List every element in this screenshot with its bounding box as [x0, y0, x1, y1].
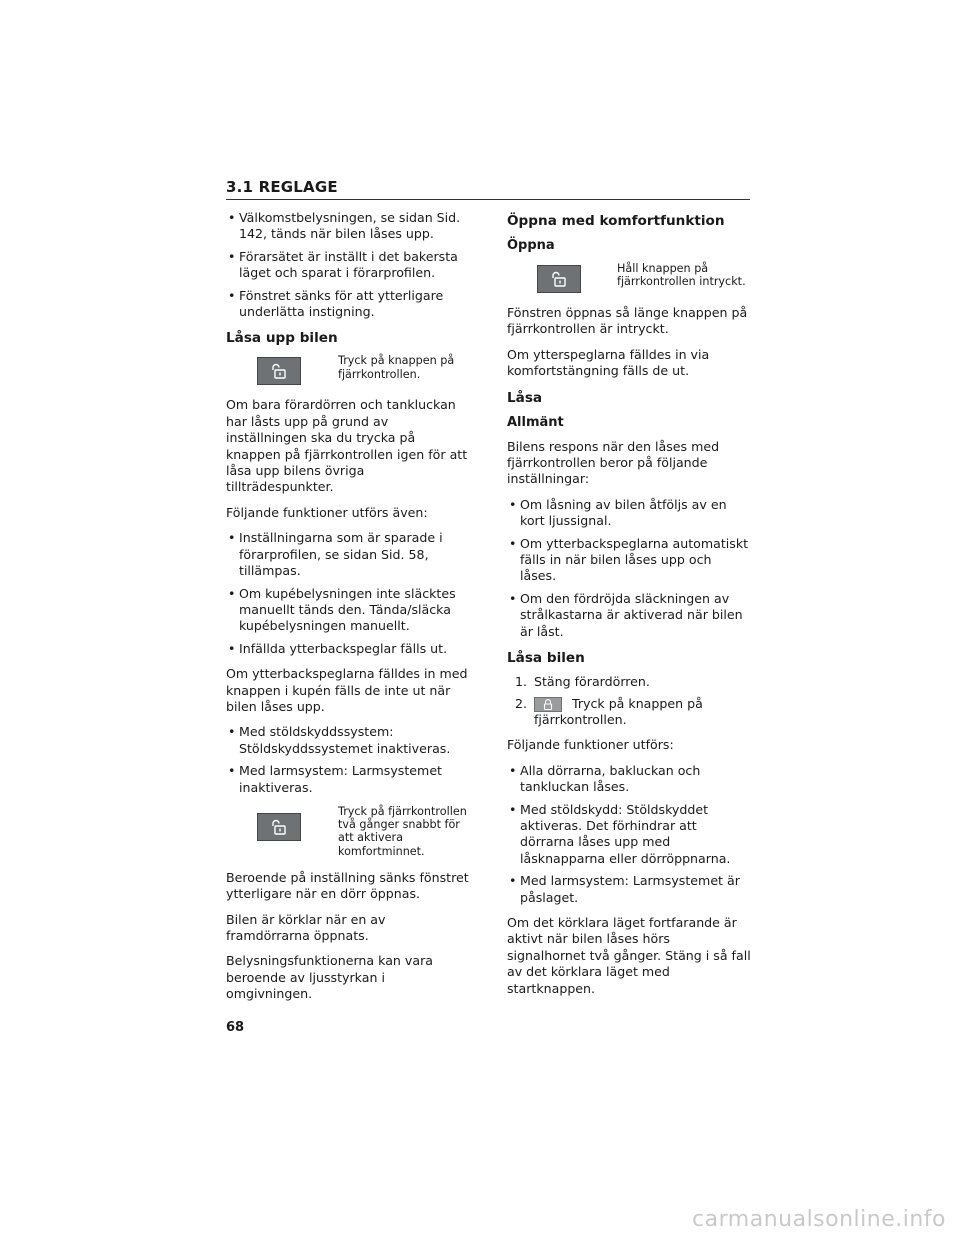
list-item: • Med larmsystem: Larmsystemet är påslaget.	[507, 873, 751, 906]
unlock-icon	[537, 265, 581, 293]
list-item: • Om den fördröjda släckningen av strålkastarna är aktiverad när bilen är låst.	[507, 591, 751, 640]
step-item	[507, 674, 751, 690]
list-item: • Välkomstbelysningen, se sidan Sid. 142, tänds när bilen låses upp.	[226, 210, 470, 243]
security-bullet-list	[226, 724, 470, 796]
unlock-instruction	[226, 354, 470, 385]
paragraph: Följande funktioner utförs även:	[226, 504, 428, 520]
list-item: • Alla dörrarna, bakluckan och tankluckan låses.	[507, 763, 751, 796]
general-heading: Allmänt	[507, 414, 564, 430]
functions-bullet-list	[226, 530, 470, 657]
page-number: 68	[226, 1020, 245, 1035]
step-number: 1.	[515, 674, 528, 690]
list-item: • Förarsätet är inställt i det bakersta läget och sparat i förarprofilen.	[226, 249, 470, 282]
lock-steps	[507, 674, 751, 728]
lock-car-heading: Låsa bilen	[507, 650, 585, 667]
paragraph: Om bara förardörren och tankluckan har låsts upp på grund av inställningen ska du trycka på knappen på fjärrkontrollen igen för att låsa upp bilens övriga tillträdespunkter.	[226, 397, 468, 495]
watermark: carmanualsonline.info	[692, 1207, 946, 1232]
paragraph: Om ytterbackspeglarna fälldes in med knappen i kupén fälls de inte ut när bilen låses upp.	[226, 666, 468, 714]
right-column	[507, 210, 751, 1006]
list-item: • Inställningarna som är sparade i förarprofilen, se sidan Sid. 58, tillämpas.	[226, 530, 470, 579]
list-item: • Om kupébelysningen inte släcktes manuellt tänds den. Tända/släcka kupébelysningen manuellt.	[226, 586, 470, 635]
paragraph: Om det körklara läget fortfarande är aktivt när bilen låses hörs signalhornet två gånger. Stäng i så fall av det körklara läget med startknappen.	[507, 914, 751, 996]
list-item: • Fönstret sänks för att ytterligare underlätta instigning.	[226, 288, 470, 321]
double-press-instruction	[226, 805, 470, 858]
unlock-heading: Låsa upp bilen	[226, 330, 338, 347]
step-number: 2.	[515, 695, 528, 711]
lock-heading: Låsa	[507, 389, 543, 406]
intro-bullet-list	[226, 210, 470, 320]
paragraph: Följande funktioner utförs:	[507, 737, 674, 753]
step-text: Tryck på knappen på fjärrkontrollen.	[534, 695, 703, 727]
hold-instruction	[507, 262, 751, 293]
step-text: Stäng förardörren.	[534, 674, 650, 690]
list-item: • Om ytterbackspeglarna automatiskt fälls in när bilen låses upp och låses.	[507, 536, 751, 585]
paragraph: Bilens respons när den låses med fjärrkontrollen beror på följande inställningar:	[507, 438, 720, 487]
list-item: • Med stöldskydd: Stöldskyddet aktiveras. Det förhindrar att dörrarna låses upp med låsknapparna eller dörröppnarna.	[507, 802, 751, 868]
list-item: • Infällda ytterbackspeglar fälls ut.	[226, 641, 470, 657]
paragraph: Beroende på inställning sänks fönstret ytterligare när en dörr öppnas.	[226, 869, 469, 902]
list-item: • Med larmsystem: Larmsystemet inaktiveras.	[226, 763, 470, 796]
left-column	[226, 210, 470, 1012]
list-item: • Med stöldskyddssystem: Stöldskyddssystemet inaktiveras.	[226, 724, 470, 757]
unlock-icon	[257, 357, 301, 385]
lock-icon	[534, 697, 562, 712]
open-heading: Öppna	[507, 238, 555, 253]
paragraph: Om ytterspeglarna fälldes in via komfortstängning fälls de ut.	[507, 346, 710, 379]
section-header: 3.1 REGLAGE	[226, 178, 750, 200]
unlock-caption: Tryck på knappen på fjärrkontrollen.	[338, 354, 455, 381]
list-item: • Om låsning av bilen åtföljs av en kort ljussignal.	[507, 497, 751, 530]
paragraph: Belysningsfunktionerna kan vara beroende av ljusstyrkan i omgivningen.	[226, 953, 433, 1002]
comfort-heading: Öppna med komfortfunktion	[507, 213, 725, 229]
step-item	[507, 696, 751, 729]
paragraph: Bilen är körklar när en av framdörrarna öppnats.	[226, 911, 386, 943]
paragraph: Fönstren öppnas så länge knappen på fjärrkontrollen är intryckt.	[507, 305, 748, 337]
unlock-icon	[257, 813, 301, 841]
result-bullet-list	[507, 763, 751, 906]
settings-bullet-list	[507, 497, 751, 640]
hold-caption: Håll knappen på fjärrkontrollen intryckt.	[617, 262, 746, 289]
double-press-caption: Tryck på fjärrkontrollen två gånger snabbt för att aktivera komfortminnet.	[338, 804, 467, 858]
